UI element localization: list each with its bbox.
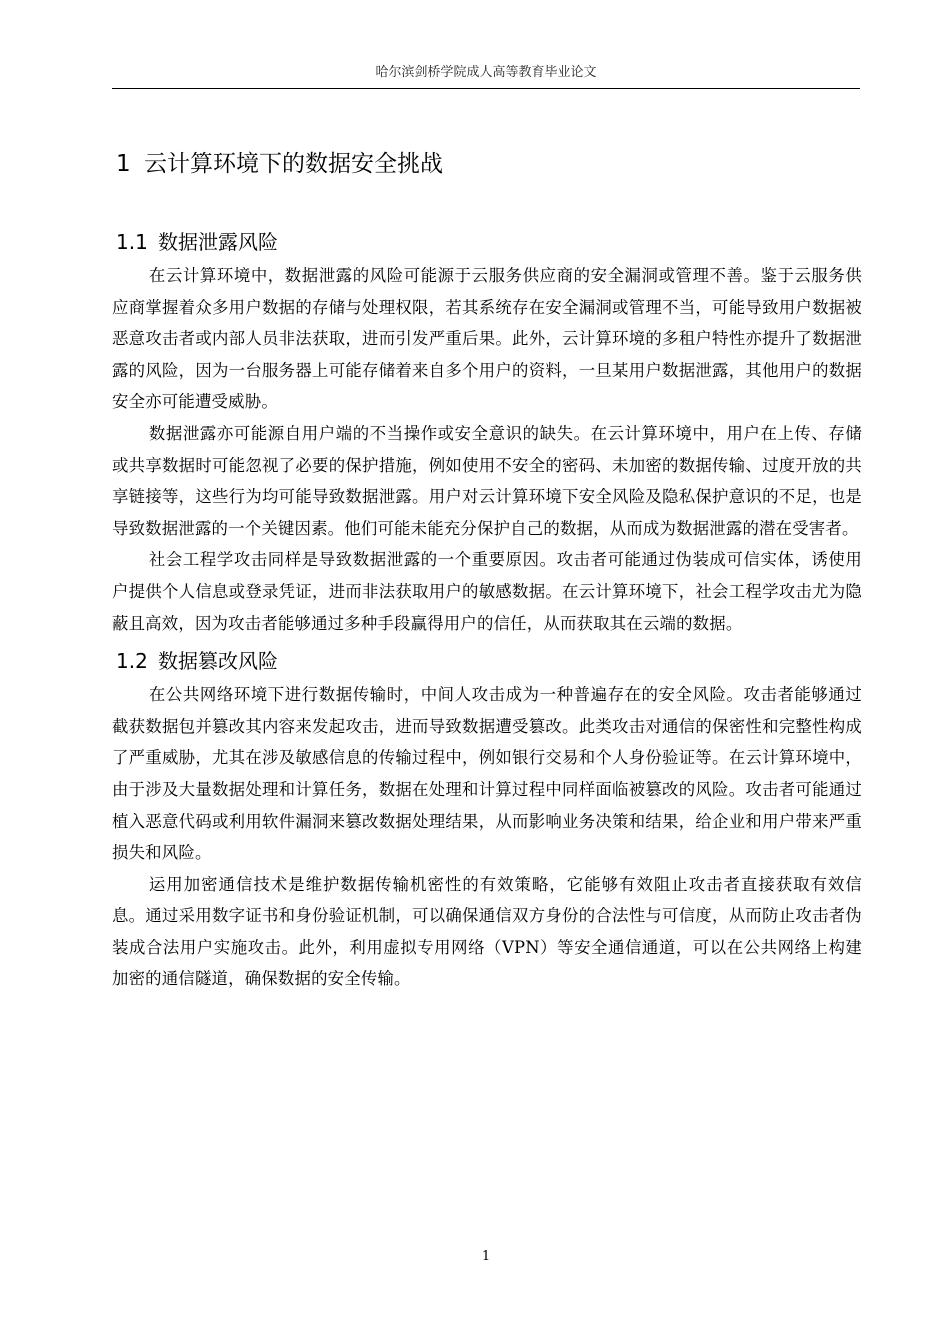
section-number: 1.1 <box>116 230 148 254</box>
paragraph: 在云计算环境中，数据泄露的风险可能源于云服务供应商的安全漏洞或管理不善。鉴于云服务供应商掌握着众多用户数据的存储与处理权限，若其系统存在安全漏洞或管理不当，可能导致用户数据被恶意攻击者或内部人员非法获取，进而引发严重后果。此外，云计算环境的多租户特性亦提升了数据泄露的风险，因为一台服务器上可能存储着来自多个用户的资料，一旦某用户数据泄露，其他用户的数据安全亦可能遭受威胁。 <box>112 266 862 412</box>
section-title-text: 数据篡改风险 <box>158 649 278 674</box>
paragraph: 社会工程学攻击同样是导致数据泄露的一个重要原因。攻击者可能通过伪装成可信实体，诱使用户提供个人信息或登录凭证，进而非法获取用户的敏感数据。在云计算环境下，社会工程学攻击尤为隐蔽且高效，因为攻击者能够通过多种手段赢得用户的信任，从而获取其在云端的数据。 <box>112 550 862 633</box>
running-header: 哈尔滨剑桥学院成人高等教育毕业论文 <box>375 65 597 80</box>
page-body <box>112 140 862 995</box>
header-rule <box>112 88 860 89</box>
section-heading <box>112 224 862 260</box>
section-title-text: 数据泄露风险 <box>158 230 278 254</box>
paragraph: 数据泄露亦可能源自用户端的不当操作或安全意识的缺失。在云计算环境中，用户在上传、存储或共享数据时可能忽视了必要的保护措施，例如使用不安全的密码、未加密的数据传输、过度开放的共享链接等，这些行为均可能导致数据泄露。用户对云计算环境下安全风险及隐私保护意识的不足，也是导致数据泄露的一个关键因素。他们可能未能充分保护自己的数据，从而成为数据泄露的潜在受害者。 <box>112 423 862 538</box>
section-number: 1.2 <box>116 649 148 674</box>
page-number: 1 <box>481 1249 491 1264</box>
chapter-number: 1 <box>116 151 131 177</box>
chapter-title-text: 云计算环境下的数据安全挑战 <box>144 151 443 177</box>
paragraph: 在公共网络环境下进行数据传输时，中间人攻击成为一种普遍存在的安全风险。攻击者能够通过截获数据包并篡改其内容来发起攻击，进而导致数据遭受篡改。此类攻击对通信的保密性和完整性构成了严重威胁，尤其在涉及敏感信息的传输过程中，例如银行交易和个人身份验证等。在云计算环境中，由于涉及大量数据处理和计算任务，数据在处理和计算过程中同样面临被篡改的风险。攻击者可能通过植入恶意代码或利用软件漏洞来篡改数据处理结果，从而影响业务决策和结果，给企业和用户带来严重损失和风险。 <box>112 685 862 863</box>
chapter-title <box>112 140 862 188</box>
section-heading <box>112 643 862 679</box>
paragraph: 运用加密通信技术是维护数据传输机密性的有效策略，它能够有效阻止攻击者直接获取有效信息。通过采用数字证书和身份验证机制，可以确保通信双方身份的合法性与可信度，从而防止攻击者伪装成合法用户实施攻击。此外，利用虚拟专用网络（VPN）等安全通信通道，可以在公共网络上构建加密的通信隧道，确保数据的安全传输。 <box>112 874 862 989</box>
